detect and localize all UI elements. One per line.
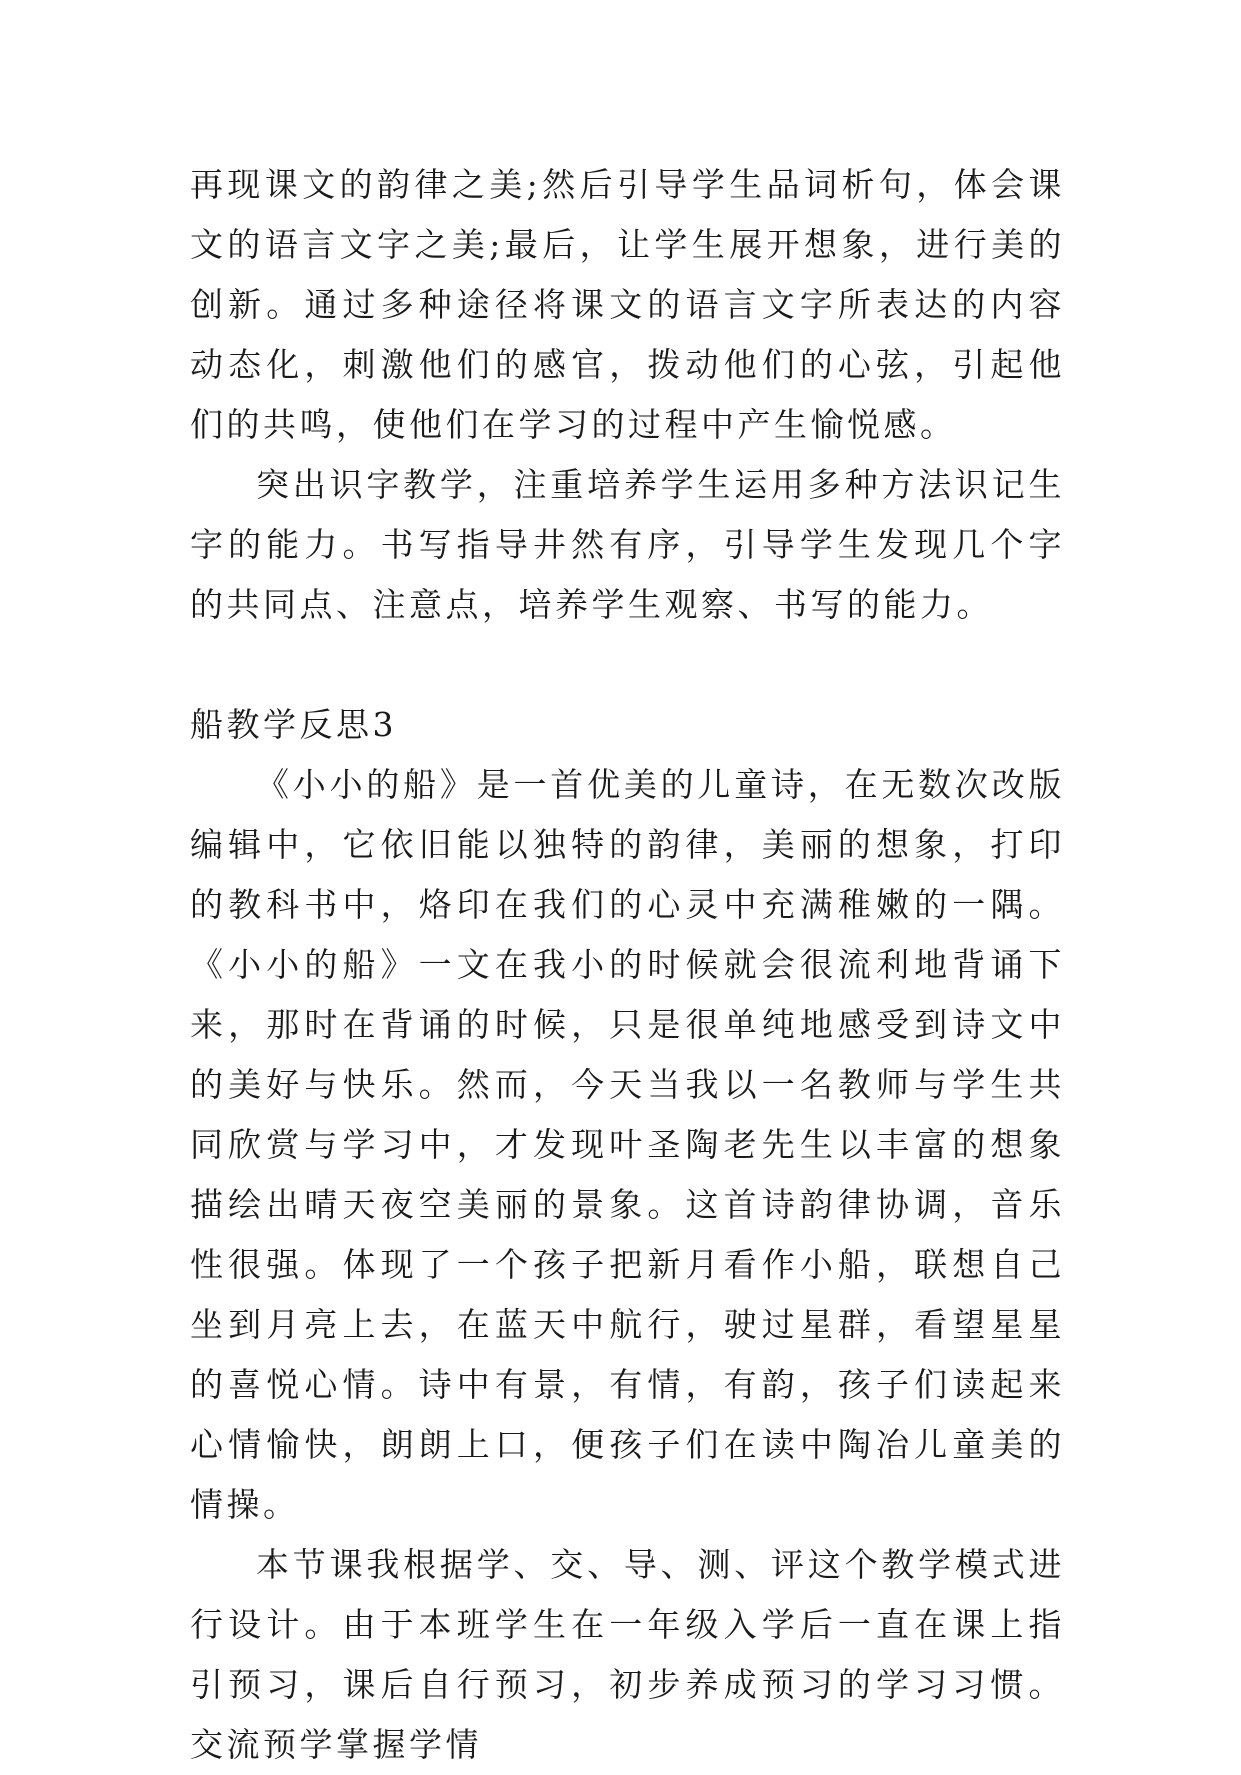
- document-body: [190, 155, 1065, 1775]
- paragraph-poem-reflection: 《小小的船》是一首优美的儿童诗，在无数次改版编辑中，它依旧能以独特的韵律，美丽的想象，打印的教科书中，烙印在我们的心灵中充满稚嫩的一隅。《小小的船》一文在我小的时候就会很流利地背诵下来，那时在背诵的时候，只是很单纯地感受到诗文中的美好与快乐。然而，今天当我以一名教师与学生共同欣赏与学习中，才发现叶圣陶老先生以丰富的想象描绘出晴天夜空美丽的景象。这首诗韵律协调，音乐性很强。体现了一个孩子把新月看作小船，联想自己坐到月亮上去，在蓝天中航行，驶过星群，看望星星的喜悦心情。诗中有景，有情，有韵，孩子们读起来心情愉快，朗朗上口，便孩子们在读中陶冶儿童美的情操。: [190, 765, 1065, 1524]
- section-title: 船教学反思3: [190, 705, 397, 744]
- paragraph-continued: 再现课文的韵律之美;然后引导学生品词析句，体会课文的语言文字之美;最后，让学生展开想象，进行美的创新。通过多种途径将课文的语言文字所表达的内容动态化，刺激他们的感官，拨动他们的心弦，引起他们的共鸣，使他们在学习的过程中产生愉悦感。: [190, 165, 1065, 444]
- paragraph-literacy: 突出识字教学，注重培养学生运用多种方法识记生字的能力。书写指导井然有序，引导学生发现几个字的共同点、注意点，培养学生观察、书写的能力。: [190, 465, 1065, 624]
- paragraph-teaching-model: 本节课我根据学、交、导、测、评这个教学模式进行设计。由于本班学生在一年级入学后一直在课上指引预习，课后自行预习，初步养成预习的学习习惯。交流预学掌握学情: [190, 1545, 1065, 1764]
